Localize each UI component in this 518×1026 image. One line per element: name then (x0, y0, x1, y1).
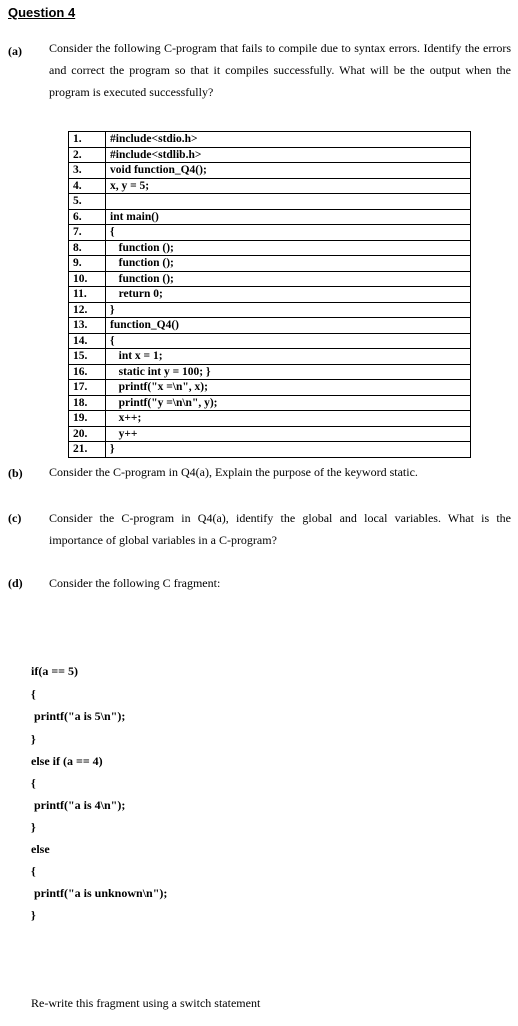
code-text: printf("x =\n", x); (106, 380, 471, 396)
line-number: 1. (69, 132, 106, 148)
code-text: #include<stdio.h> (106, 132, 471, 148)
line-number: 16. (69, 364, 106, 380)
line-number: 12. (69, 302, 106, 318)
code-row (69, 163, 471, 179)
line-number: 21. (69, 442, 106, 458)
code-row (69, 132, 471, 148)
line-number: 8. (69, 240, 106, 256)
part-c-label: (c) (8, 511, 22, 525)
code-row (69, 287, 471, 303)
code-row (69, 442, 471, 458)
code-row (69, 426, 471, 442)
code-text: function (); (106, 271, 471, 287)
line-number: 18. (69, 395, 106, 411)
code-text: } (106, 302, 471, 318)
code-row (69, 333, 471, 349)
code-row (69, 240, 471, 256)
line-number: 13. (69, 318, 106, 334)
code-text: x, y = 5; (106, 178, 471, 194)
part-d-label: (d) (8, 576, 23, 590)
code-row (69, 380, 471, 396)
code-row (69, 364, 471, 380)
line-number: 15. (69, 349, 106, 365)
code-text: void function_Q4(); (106, 163, 471, 179)
line-number: 14. (69, 333, 106, 349)
code-row (69, 395, 471, 411)
code-text: printf("y =\n\n", y); (106, 395, 471, 411)
part-a-text: Consider the following C-program that fails to compile due to syntax errors. Identify the errors and correct the program so that it compiles successfully. What will be the output when the program is executed successfully? (49, 41, 511, 99)
rewrite-instruction: Re-write this fragment using a switch statement (31, 996, 261, 1010)
fragment-line: } (31, 732, 36, 746)
code-text: int main() (106, 209, 471, 225)
code-text: function_Q4() (106, 318, 471, 334)
code-text: function (); (106, 256, 471, 272)
line-number: 3. (69, 163, 106, 179)
line-number: 19. (69, 411, 106, 427)
line-number: 10. (69, 271, 106, 287)
fragment-line: printf("a is 5\n"); (31, 709, 126, 723)
code-text: x++; (106, 411, 471, 427)
code-row (69, 256, 471, 272)
code-text: static int y = 100; } (106, 364, 471, 380)
part-b-text: Consider the C-program in Q4(a), Explain the purpose of the keyword static. (49, 465, 418, 479)
code-row (69, 411, 471, 427)
fragment-line: if(a == 5) (31, 664, 78, 678)
fragment-line: else (31, 842, 50, 856)
line-number: 6. (69, 209, 106, 225)
line-number: 9. (69, 256, 106, 272)
fragment-line: printf("a is unknown\n"); (31, 886, 168, 900)
part-b-label: (b) (8, 466, 23, 480)
line-number: 4. (69, 178, 106, 194)
code-text: { (106, 333, 471, 349)
code-text: function (); (106, 240, 471, 256)
code-row (69, 271, 471, 287)
code-text: y++ (106, 426, 471, 442)
fragment-line: { (31, 687, 36, 701)
code-row (69, 349, 471, 365)
line-number: 7. (69, 225, 106, 241)
code-row (69, 225, 471, 241)
code-row (69, 318, 471, 334)
code-text: { (106, 225, 471, 241)
line-number: 17. (69, 380, 106, 396)
code-text: return 0; (106, 287, 471, 303)
code-listing-table (68, 131, 471, 458)
line-number: 11. (69, 287, 106, 303)
fragment-line: { (31, 776, 36, 790)
fragment-line: printf("a is 4\n"); (31, 798, 126, 812)
part-a-label: (a) (8, 44, 22, 58)
line-number: 20. (69, 426, 106, 442)
code-text: } (106, 442, 471, 458)
code-row (69, 209, 471, 225)
code-row (69, 194, 471, 210)
code-text: int x = 1; (106, 349, 471, 365)
code-row (69, 302, 471, 318)
fragment-line: } (31, 820, 36, 834)
line-number: 5. (69, 194, 106, 210)
fragment-line: { (31, 864, 36, 878)
part-d-text: Consider the following C fragment: (49, 576, 221, 590)
code-text (106, 194, 471, 210)
fragment-line: } (31, 908, 36, 922)
code-row (69, 178, 471, 194)
part-c-text: Consider the C-program in Q4(a), identify the global and local variables. What is the importance of global variables in a C-program? (49, 511, 511, 547)
code-text: #include<stdlib.h> (106, 147, 471, 163)
question-heading: Question 4 (8, 5, 76, 20)
line-number: 2. (69, 147, 106, 163)
code-row (69, 147, 471, 163)
fragment-line: else if (a == 4) (31, 754, 103, 768)
